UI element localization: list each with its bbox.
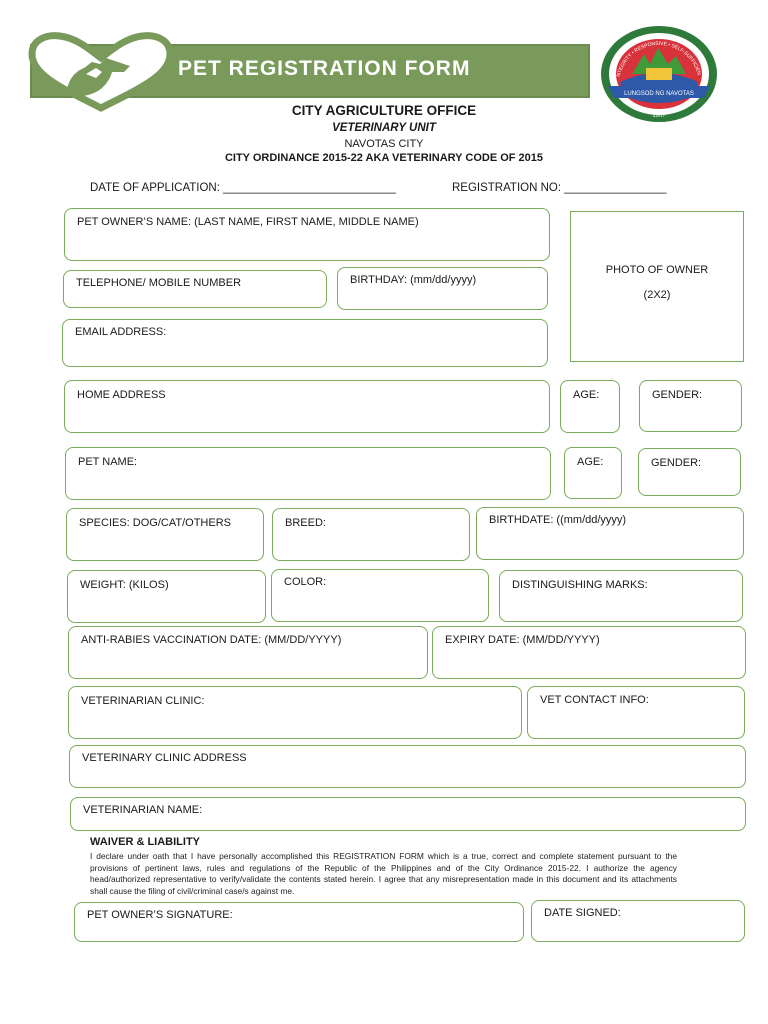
owner-phone-label: TELEPHONE/ MOBILE NUMBER	[76, 277, 242, 289]
date-signed-field[interactable]	[531, 900, 745, 942]
pet-heart-logo-icon	[26, 32, 176, 112]
date-signed-label: DATE SIGNED:	[544, 907, 621, 919]
pet-name-label: PET NAME:	[78, 456, 138, 468]
owner-name-field[interactable]	[64, 208, 550, 261]
unit-title: VETERINARY UNIT	[332, 122, 436, 134]
expiry-date-field[interactable]	[432, 626, 746, 679]
pet-age-field[interactable]	[564, 447, 622, 499]
vet-name-field[interactable]	[70, 797, 746, 831]
vaccination-date-label: ANTI-RABIES VACCINATION DATE: (MM/DD/YYYY)	[81, 634, 342, 646]
seal-top-text: NTEGRITY • RESPONSIVE • SELF-SUFFICIEN	[615, 40, 702, 78]
seal-bottom-text: LUNGSOD NG NAVOTAS	[624, 91, 694, 97]
owner-home-address-field[interactable]	[64, 380, 550, 433]
owner-email-field[interactable]	[62, 319, 548, 367]
pet-name-field[interactable]	[65, 447, 551, 500]
vet-clinic-address-field[interactable]	[69, 745, 746, 788]
owner-signature-field[interactable]	[74, 902, 524, 942]
owner-photo-box[interactable]	[570, 211, 744, 362]
registration-no-field[interactable]: REGISTRATION NO: ________________	[452, 182, 667, 194]
owner-email-label: EMAIL ADDRESS:	[75, 326, 167, 338]
waiver-text: I declare under oath that I have personally accomplished this REGISTRATION FORM which is a true, correct and complete statement pursuant to the provisions of pertinent laws, rules and regulations of the Republic of the Philippines and of the City Ordinance 2015-22. I authorize the agency head/authorized representative to verify/validate the contents stated herein. I agree that any misrepresentation made in this document and its attachments shall cause the filing of civil/criminal case/s against me.	[90, 851, 677, 896]
owner-birthday-field[interactable]	[337, 267, 548, 310]
seal-year: 1907	[652, 113, 666, 119]
pet-species-field[interactable]	[66, 508, 264, 561]
ordinance-title: CITY ORDINANCE 2015-22 AKA VETERINARY CODE OF 2015	[224, 152, 544, 164]
vet-clinic-label: VETERINARIAN CLINIC:	[81, 695, 205, 707]
pet-weight-field[interactable]	[67, 570, 266, 623]
vet-contact-label: VET CONTACT INFO:	[540, 694, 649, 706]
pet-birthdate-label: BIRTHDATE: ((mm/dd/yyyy)	[489, 514, 627, 526]
owner-phone-field[interactable]	[63, 270, 327, 308]
pet-birthdate-field[interactable]	[476, 507, 744, 560]
office-title: CITY AGRICULTURE OFFICE	[291, 103, 477, 118]
owner-signature-label: PET OWNER’S SIGNATURE:	[87, 909, 233, 921]
waiver-title: WAIVER & LIABILITY	[90, 836, 200, 848]
pet-breed-field[interactable]	[272, 508, 470, 561]
owner-age-field[interactable]	[560, 380, 620, 433]
pet-weight-label: WEIGHT: (KILOS)	[80, 579, 169, 591]
owner-age-label: AGE:	[573, 389, 600, 401]
owner-gender-label: GENDER:	[652, 389, 703, 401]
owner-name-label: PET OWNER’S NAME: (LAST NAME, FIRST NAME, MIDDLE NAME)	[77, 216, 419, 228]
pet-marks-field[interactable]	[499, 570, 743, 622]
photo-size: (2X2)	[643, 289, 671, 301]
vet-clinic-address-label: VETERINARY CLINIC ADDRESS	[82, 752, 247, 764]
city-title: NAVOTAS CITY	[344, 138, 424, 150]
photo-label: PHOTO OF OWNER	[605, 264, 709, 276]
vaccination-date-field[interactable]	[68, 626, 428, 679]
pet-color-label: COLOR:	[284, 576, 327, 588]
vet-clinic-field[interactable]	[68, 686, 522, 739]
owner-gender-field[interactable]	[639, 380, 742, 432]
vet-contact-field[interactable]	[527, 686, 745, 739]
pet-breed-label: BREED:	[285, 517, 326, 529]
owner-home-address-label: HOME ADDRESS	[77, 389, 166, 401]
vet-name-label: VETERINARIAN NAME:	[83, 804, 203, 816]
pet-species-label: SPECIES: DOG/CAT/OTHERS	[79, 517, 231, 529]
form-title: PET REGISTRATION FORM	[178, 57, 471, 80]
pet-color-field[interactable]	[271, 569, 489, 622]
owner-birthday-label: BIRTHDAY: (mm/dd/yyyy)	[350, 274, 477, 286]
pet-age-label: AGE:	[577, 456, 604, 468]
pet-gender-label: GENDER:	[651, 457, 702, 469]
expiry-date-label: EXPIRY DATE: (MM/DD/YYYY)	[445, 634, 600, 646]
pet-marks-label: DISTINGUISHING MARKS:	[512, 579, 648, 591]
date-of-application-field[interactable]: DATE OF APPLICATION: ___________________________	[90, 182, 396, 194]
pet-gender-field[interactable]	[638, 448, 741, 496]
